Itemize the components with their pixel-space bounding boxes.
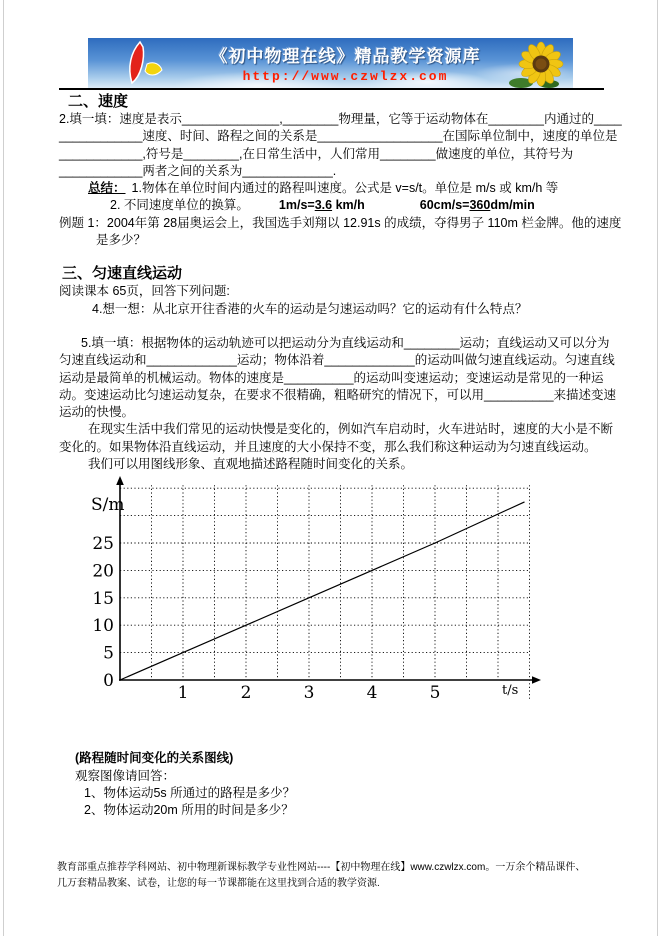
conversion-eq-2: 60cm/s=360dm/min	[419, 198, 535, 213]
fill-line: 5.填一填：根据物体的运动轨迹可以把运动分为直线运动和________运动；直线运动又可以分为	[81, 335, 610, 350]
site-logo-icon	[116, 40, 178, 86]
page-footer	[57, 860, 637, 891]
fill-line: 匀速直线运动和_____________运动；物体沿着_____________的运动叫做匀速直线运动。匀速直线	[59, 353, 615, 368]
graph-prompt: 观察图像请回答：	[75, 768, 176, 783]
conversion-eq-1: 1m/s=3.6 km/h	[278, 198, 365, 213]
svg-text:25: 25	[92, 534, 114, 555]
page-edge-right	[657, 0, 658, 936]
summary-item-1: 1.物体在单位时间内通过的路程叫速度。公式是 v=s/t。单位是 m/s 或 km/h 等	[131, 181, 559, 196]
svg-text:20: 20	[92, 561, 114, 582]
svg-text:1: 1	[177, 683, 189, 704]
summary-item-2: 2. 不同速度单位的换算。	[110, 198, 249, 213]
svg-text:2: 2	[240, 683, 252, 704]
paragraph-line: 我们可以用图线形象、直观地描述路程随时间变化的关系。	[88, 457, 414, 472]
banner-text	[188, 42, 503, 84]
svg-text:15: 15	[92, 589, 114, 610]
paragraph-line: 变化的。如果物体沿直线运动，并且速度的大小保持不变，那么我们称这种运动为匀速直线运动。	[59, 439, 597, 454]
svg-text:4: 4	[366, 683, 378, 704]
graph-question-2: 2、物体运动20m 所用的时间是多少？	[84, 803, 294, 818]
fill-line: ____________两者之间的关系为_____________.	[59, 163, 337, 178]
svg-text:5: 5	[103, 643, 114, 664]
paragraph-line: 在现实生活中我们常见的运动快慢是变化的，例如汽车启动时，火车进站时，速度的大小是不断	[88, 422, 614, 437]
spacer	[59, 249, 607, 265]
summary-line-2	[59, 197, 607, 214]
st-graph-svg	[88, 476, 558, 714]
graph-question-1: 1、物体运动5s 所通过的路程是多少？	[84, 785, 296, 800]
st-graph	[88, 476, 558, 714]
read-textbook-line: 阅读课本 65页，回答下列问题:	[59, 284, 230, 299]
summary-label: 总结：	[88, 181, 126, 196]
sunflower-icon	[505, 40, 567, 88]
site-banner	[88, 38, 573, 88]
fill-line: ____________,符号是________,在日常生活中，人们常用________做速度的单位，其符号为	[59, 146, 574, 161]
footer-line-1: 教育部重点推荐学科网站、初中物理新课标教学专业性网站----【初中物理在线】www.czwlzx.com。一万余个精品课件、	[57, 862, 586, 873]
banner-title: 《初中物理在线》精品教学资源库	[210, 47, 481, 66]
banner-url-link[interactable]: http://www.czwlzx.com	[242, 69, 449, 84]
graph-caption: (路程随时间变化的关系图线)	[75, 751, 234, 766]
page-edge-left	[3, 0, 4, 936]
section-heading-uniform-motion: 三、匀速直线运动	[62, 265, 183, 283]
example-line-2: 是多少？	[96, 233, 147, 248]
banner-divider	[59, 88, 604, 90]
summary-line-1	[59, 180, 607, 197]
fill-line: ____________速度、时间、路程之间的关系是__________________在国际单位制中，速度的单位是	[59, 129, 618, 144]
svg-text:3: 3	[303, 683, 315, 704]
svg-text:t/s: t/s	[502, 683, 519, 699]
spacer	[59, 318, 607, 335]
footer-line-2: 几万套精品教案、试卷，让您的每一节课都能在这里找到合适的教学资源.	[57, 877, 380, 889]
fill-line: 运动的快慢。	[59, 405, 135, 420]
svg-text:10: 10	[92, 616, 114, 637]
section-heading-speed: 二、速度	[68, 93, 129, 110]
example-line-1: 例题 1：2004年第 28届奥运会上，我国选手刘翔以 12.91s 的成绩，夺得男子 110m 栏金牌。他的速度	[59, 215, 622, 230]
svg-text:S/m: S/m	[91, 495, 125, 516]
graph-questions-block	[59, 750, 607, 819]
svg-text:0: 0	[103, 671, 114, 692]
think-question-line: 4.想一想：从北京开往香港的火车的运动是匀速运动吗？它的运动有什么特点？	[92, 301, 528, 316]
fill-line: 运动是最简单的机械运动。物体的速度是__________的运动叫变速运动；变速运动是常见的一种运	[59, 370, 604, 385]
svg-text:5: 5	[429, 683, 441, 704]
fill-line: 2.填一填：速度是表示______________,________物理量，它等于运动物体在________内通过的____	[59, 112, 622, 126]
worksheet-content	[59, 93, 622, 820]
fill-line: 动。变速运动比匀速运动复杂，在要求不很精确，粗略研究的情况下，可以用__________来描述变速	[59, 387, 617, 402]
